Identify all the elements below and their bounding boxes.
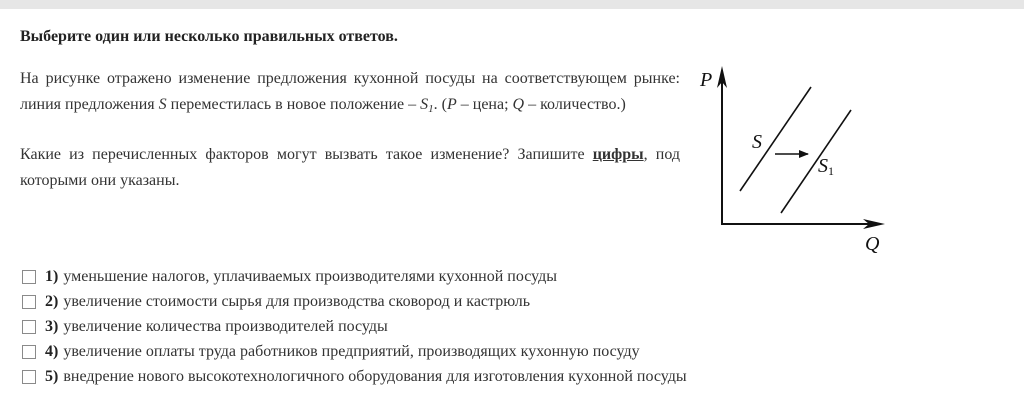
option-3[interactable] — [22, 314, 687, 339]
answer-options — [22, 264, 687, 389]
instruction-text: Выберите один или несколько правильных ответов. — [20, 28, 398, 45]
axis-p-label: P — [700, 69, 713, 91]
option-text: увеличение стоимости сырья для производства сковород и кастрюль — [63, 292, 531, 310]
new-supply-symbol — [420, 96, 434, 113]
option-text: внедрение нового высокотехнологичного оборудования для изготовления кухонной посуды — [63, 367, 687, 385]
option-5[interactable] — [22, 364, 687, 389]
option-text: увеличение количества производителей посуды — [63, 317, 388, 335]
option-text: увеличение оплаты труда работников предприятий, производящих кухонную посуду — [63, 342, 640, 360]
quantity-symbol: Q — [512, 95, 525, 113]
checkbox-5[interactable] — [22, 370, 36, 384]
option-number: 5) — [45, 367, 59, 385]
option-4[interactable] — [22, 339, 687, 364]
checkbox-2[interactable] — [22, 295, 36, 309]
option-1[interactable] — [22, 264, 687, 289]
question-text-part: – количество.) — [524, 95, 626, 113]
question-text-part: – цена; — [456, 95, 513, 113]
checkbox-1[interactable] — [22, 270, 36, 284]
supply-line-s — [740, 87, 811, 191]
checkbox-3[interactable] — [22, 320, 36, 334]
question-text-part: На рисунке отражено изменение предложения кухонной посуды на соответствующем рынке: линия предложения — [20, 70, 680, 113]
option-2[interactable] — [22, 289, 687, 314]
question-paragraph-2 — [20, 142, 680, 193]
price-symbol: P — [446, 95, 457, 113]
axis-q-label: Q — [865, 233, 880, 255]
question-paragraph-1 — [20, 66, 680, 117]
top-bar — [0, 0, 1024, 9]
option-number: 4) — [45, 342, 59, 360]
new-supply-subscript: 1 — [428, 102, 434, 115]
question-text-part: переместилась в новое положение – — [166, 95, 421, 113]
question-text-part: Какие из перечисленных факторов могут вызвать такое изменение? Запишите — [20, 146, 593, 163]
supply-shift-graph — [695, 60, 895, 260]
option-number: 3) — [45, 317, 59, 335]
option-text: уменьшение налогов, уплачиваемых производителями кухонной посуды — [63, 267, 558, 285]
question-text — [20, 66, 680, 193]
label-s1-subscript: 1 — [828, 164, 834, 178]
supply-line-s1 — [781, 110, 851, 213]
label-s1-letter: S — [818, 155, 828, 177]
option-number: 2) — [45, 292, 59, 310]
question-text-part: , под которыми они указаны. — [20, 146, 681, 189]
question-text-part: . ( — [433, 95, 447, 113]
checkbox-4[interactable] — [22, 345, 36, 359]
label-s1 — [818, 155, 834, 178]
supply-symbol: S — [158, 95, 167, 113]
label-s: S — [752, 131, 762, 153]
digits-emphasis: цифры — [592, 146, 644, 163]
option-number: 1) — [45, 267, 59, 285]
new-supply-letter: S — [420, 95, 429, 113]
